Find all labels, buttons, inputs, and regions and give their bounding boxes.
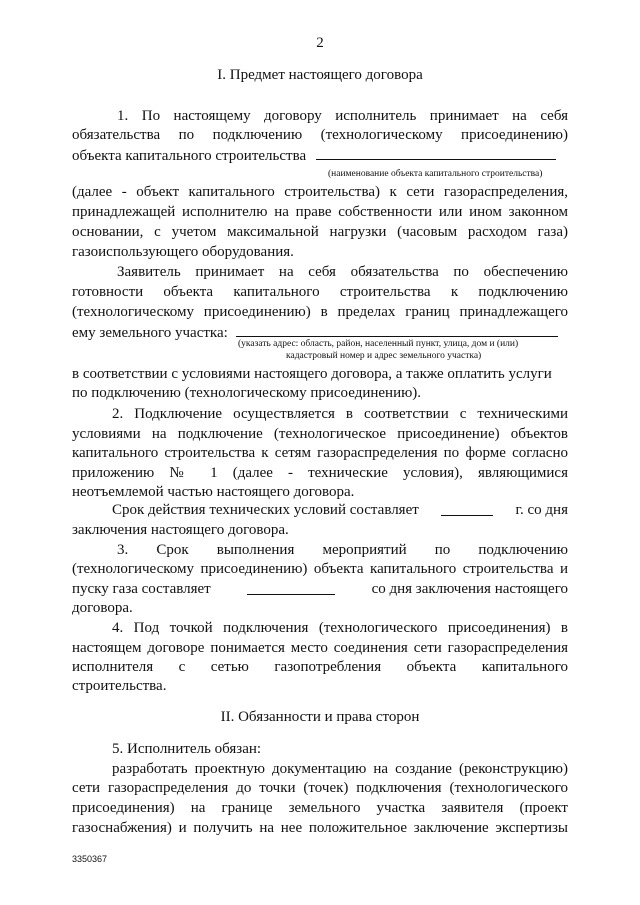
text-line: 5. Исполнитель обязан:: [112, 741, 262, 757]
text-line: (технологическому присоединению) объекта капитального строительства и: [72, 561, 568, 577]
text-line: обязательства по подключению (технологическому присоединению): [72, 127, 568, 143]
text-line: (далее - объект капитального строительства) к сети газораспределения,: [72, 184, 568, 200]
text-line: неотъемлемой частью настоящего договора.: [72, 484, 355, 500]
connection-term-blank: [247, 580, 335, 595]
text-line: сети газораспределения до точки (точек) подключения (технологического: [72, 780, 568, 796]
document-code: 3350367: [72, 854, 108, 864]
text-line: присоединения) на границе земельного участка заявителя (проект: [72, 800, 568, 816]
text-line: (технологическому присоединению) в пределах границ принадлежащего: [72, 304, 568, 320]
field-hint: кадастровый номер и адрес земельного участка): [286, 351, 482, 361]
text-line: строительства.: [72, 678, 167, 694]
text-line: 2. Подключение осуществляется в соответствии с техническими: [112, 406, 568, 422]
section-2-heading: II. Обязанности и права сторон: [220, 709, 420, 725]
text-line: газоснабжения) и получить на нее положительное заключение экспертизы: [72, 820, 568, 836]
text-line: принадлежащей исполнителю на праве собственности или ином законном: [72, 204, 568, 220]
text-fragment: со дня заключения настоящего: [371, 581, 568, 597]
text-line: капитального строительства к сетям газораспределения по форме согласно: [72, 445, 568, 461]
text-fragment: объекта капитального строительства: [72, 148, 307, 164]
address-blank: [236, 322, 558, 337]
text-fragment: Срок действия технических условий составляет: [112, 502, 419, 518]
text-line: 3. Срок выполнения мероприятий по подключению: [117, 542, 568, 558]
text-line: готовности объекта капитального строительства к подключению: [72, 284, 568, 300]
text-line: исполнителя с сетью газопотребления объекта капитального: [72, 659, 568, 675]
text-fragment: пуску газа составляет: [72, 581, 211, 597]
text-line: условиями на подключение (технологическое присоединение) объектов: [72, 426, 568, 442]
text-line: настоящем договоре понимается место соединения сети газораспределения: [72, 640, 568, 656]
validity-term-blank: [441, 501, 493, 516]
text-line: по подключению (технологическому присоединению).: [72, 385, 422, 401]
text-fragment: ему земельного участка:: [72, 325, 228, 341]
text-line: 1. По настоящему договору исполнитель принимает на себя: [117, 108, 568, 124]
text-line: разработать проектную документацию на создание (реконструкцию): [112, 761, 568, 777]
text-line: приложению № 1 (далее - технические условия), являющимися: [72, 465, 568, 481]
text-line: основании, с учетом максимальной нагрузки (часовым расходом газа): [72, 224, 568, 240]
field-hint: (указать адрес: область, район, населенный пункт, улица, дом и (или): [238, 339, 519, 349]
text-line: в соответствии с условиями настоящего договора, а также оплатить услуги: [72, 366, 552, 382]
text-fragment: г. со дня: [515, 502, 568, 518]
text-line: заключения настоящего договора.: [72, 522, 289, 538]
text-line: договора.: [72, 600, 133, 616]
text-line: 4. Под точкой подключения (технологического присоединения) в: [112, 620, 568, 636]
object-name-blank: [316, 145, 556, 160]
field-hint: (наименование объекта капитального строительства): [328, 169, 543, 179]
text-line: [112, 501, 568, 520]
text-line: [72, 145, 568, 166]
text-line: [72, 580, 568, 599]
text-line: газоиспользующего оборудования.: [72, 244, 294, 260]
page-number: 2: [316, 35, 324, 51]
text-line: Заявитель принимает на себя обязательства по обеспечению: [117, 264, 568, 280]
section-1-heading: I. Предмет настоящего договора: [217, 67, 423, 83]
